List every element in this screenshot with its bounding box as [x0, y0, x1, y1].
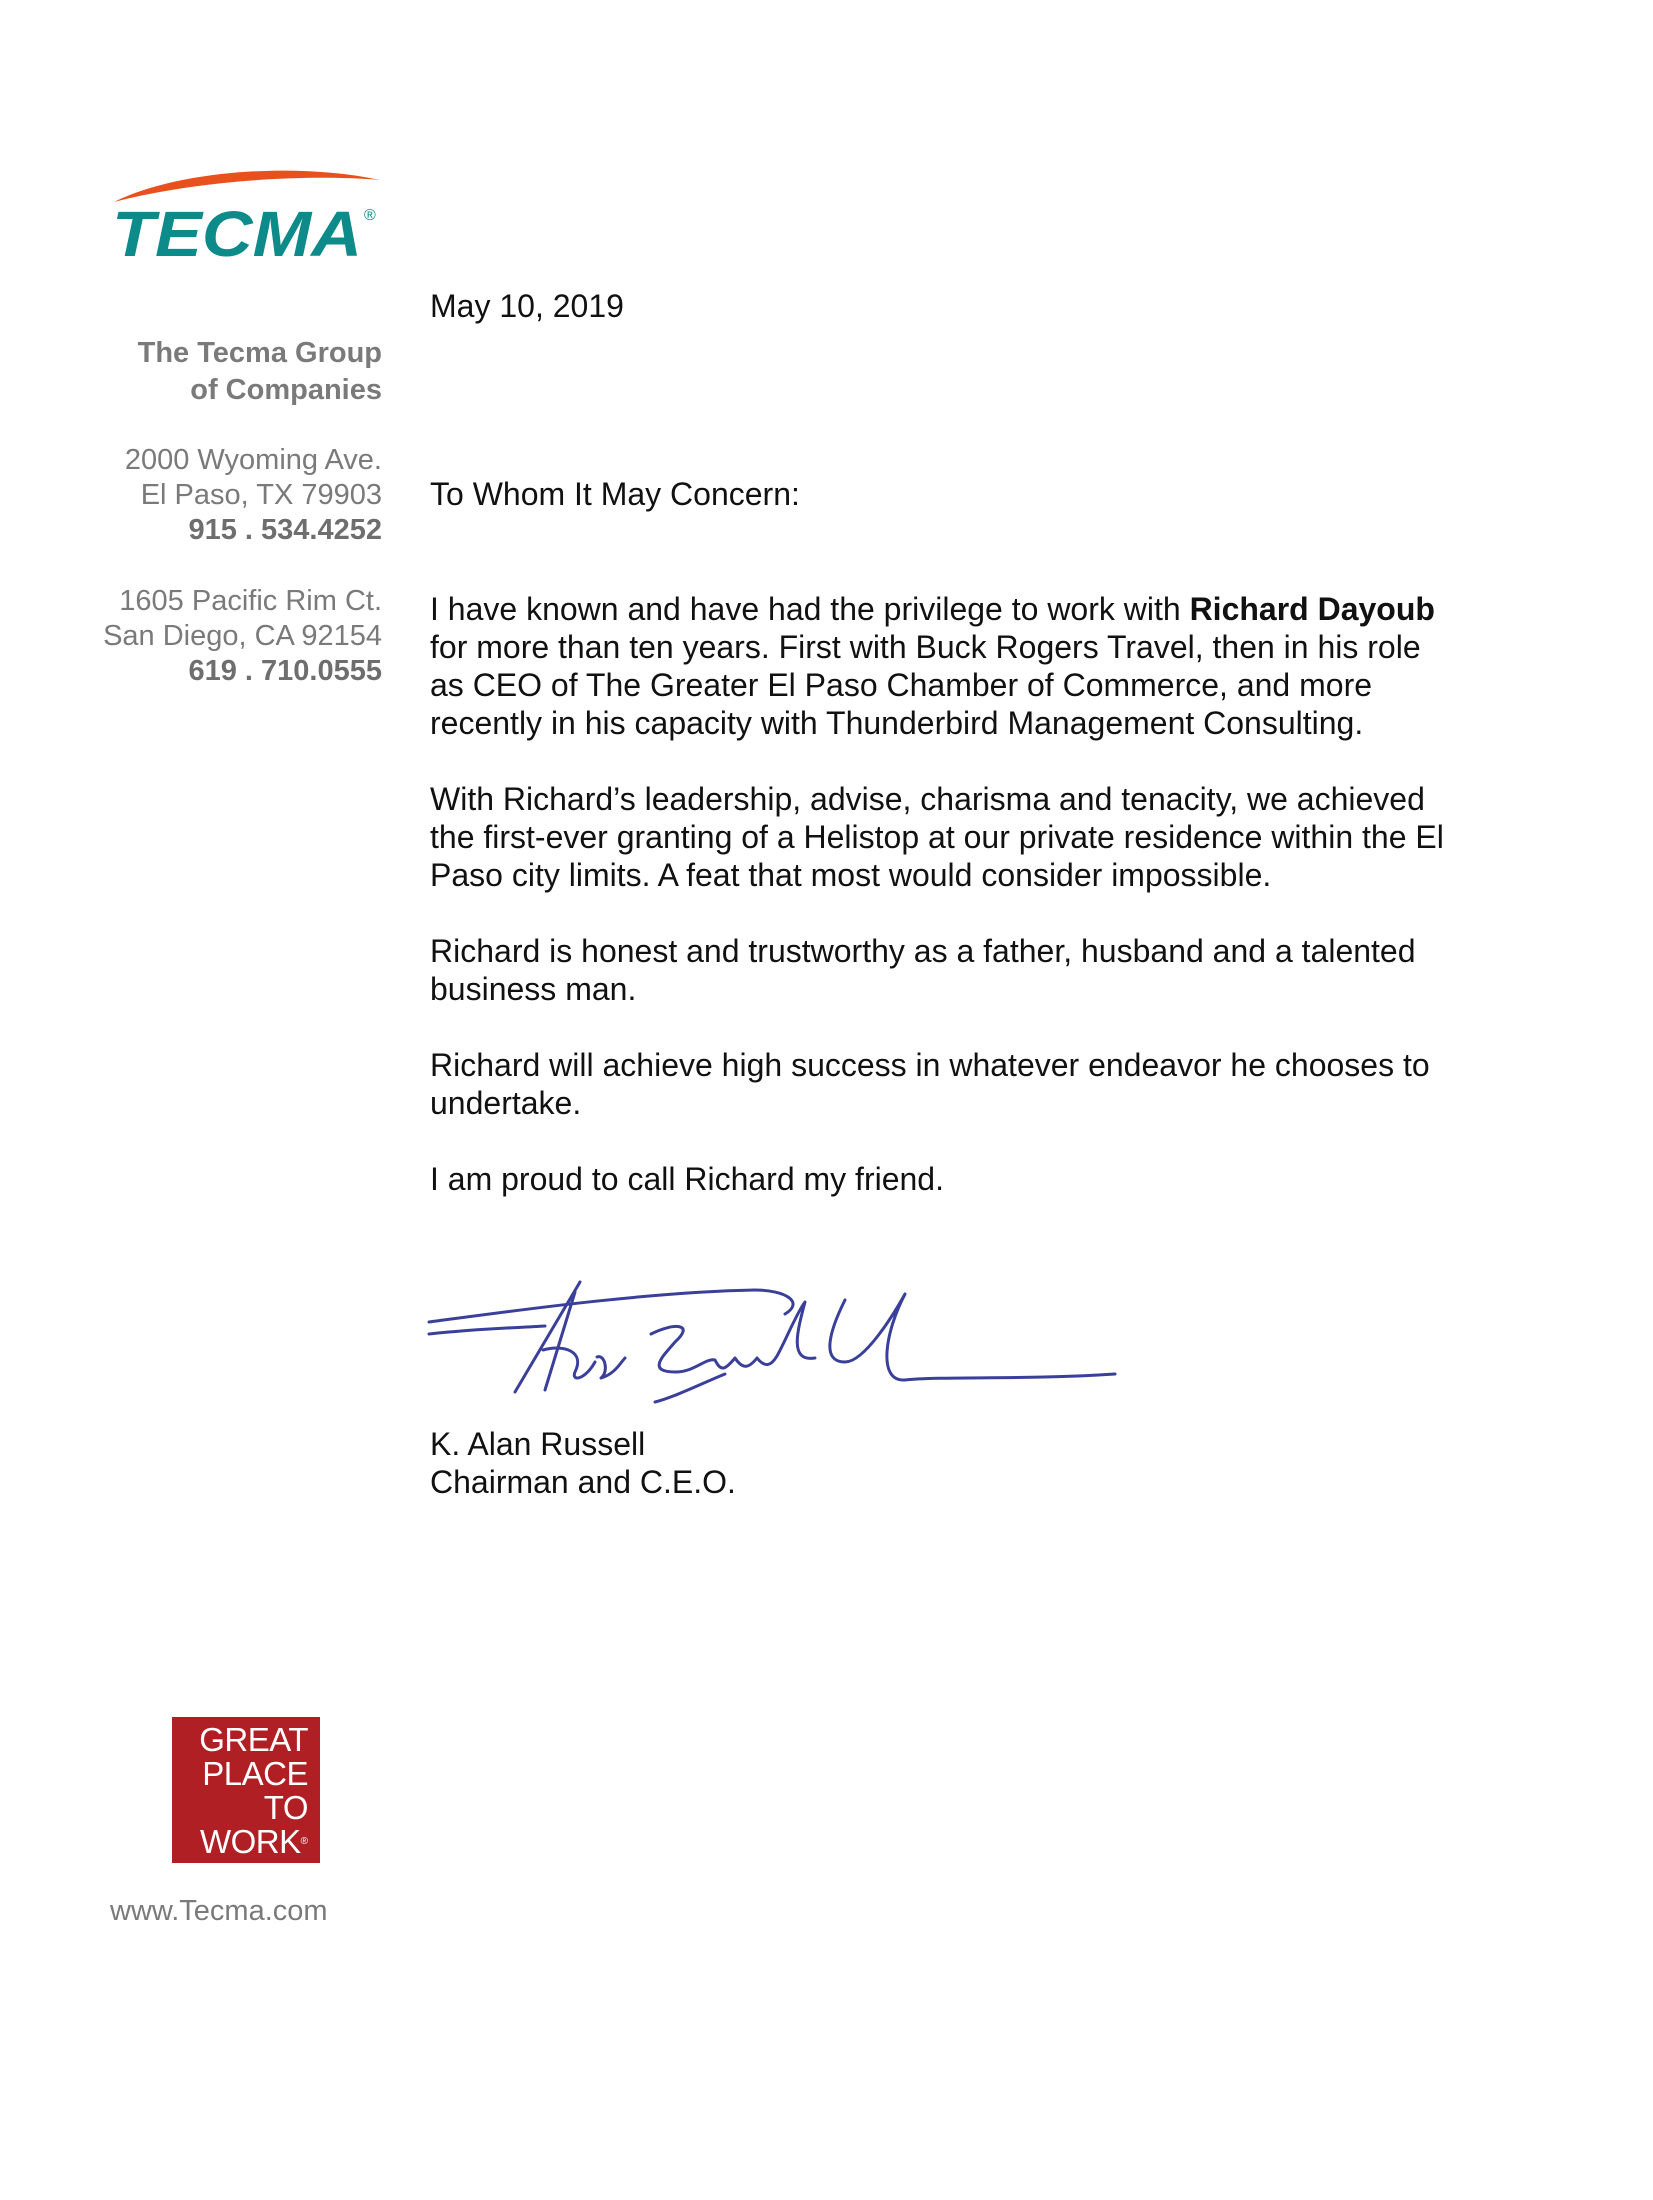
handwritten-signature	[425, 1262, 1125, 1427]
company-line-2: of Companies	[190, 374, 382, 406]
logo-registered-mark: ®	[364, 207, 376, 224]
el-paso-address	[40, 443, 382, 548]
paragraph-3	[430, 932, 1490, 1008]
badge-line-2: PLACE	[202, 1755, 308, 1792]
paragraph-1-line-4: recently in his capacity with Thunderbird Management Consulting.	[430, 705, 1364, 741]
subject-name: Richard Dayoub	[1189, 591, 1435, 627]
logo-wordmark: TECMA	[112, 198, 362, 266]
san-diego-address	[40, 584, 382, 689]
company-name	[40, 335, 382, 409]
paragraph-3-line-1: Richard is honest and trustworthy as a father, husband and a talented	[430, 933, 1416, 969]
paragraph-4-line-2: undertake.	[430, 1085, 582, 1121]
signer-title: Chairman and C.E.O.	[430, 1464, 736, 1500]
letter-date: May 10, 2019	[430, 288, 624, 324]
company-line-1: The Tecma Group	[137, 337, 382, 369]
paragraph-4	[430, 1046, 1490, 1122]
paragraph-2-line-2: the first-ever granting of a Helistop at our private residence within the El	[430, 819, 1444, 855]
san-diego-street: 1605 Pacific Rim Ct.	[119, 585, 382, 617]
paragraph-1-line-1	[430, 590, 1490, 628]
san-diego-phone: 619 . 710.0555	[188, 655, 382, 687]
paragraph-2-line-1: With Richard’s leadership, advise, charisma and tenacity, we achieved	[430, 781, 1425, 817]
signer-name: K. Alan Russell	[430, 1426, 646, 1462]
paragraph-3-line-2: business man.	[430, 971, 637, 1007]
badge-line-4	[172, 1825, 308, 1859]
badge-line-4-text: WORK	[199, 1823, 301, 1860]
paragraph-4-line-1: Richard will achieve high success in whatever endeavor he chooses to	[430, 1047, 1430, 1083]
company-website[interactable]: www.Tecma.com	[110, 1895, 328, 1927]
paragraph-1-line-2: for more than ten years. First with Buck Rogers Travel, then in his role	[430, 629, 1421, 665]
badge-line-1: GREAT	[199, 1721, 308, 1758]
paragraph-1-line-3: as CEO of The Greater El Paso Chamber of Commerce, and more	[430, 667, 1373, 703]
paragraph-2-line-3: Paso city limits. A feat that most would consider impossible.	[430, 857, 1272, 893]
signature-block	[430, 1425, 1490, 1501]
great-place-to-work-badge	[172, 1717, 320, 1863]
letter-salutation: To Whom It May Concern:	[430, 476, 800, 512]
san-diego-city: San Diego, CA 92154	[103, 620, 382, 652]
paragraph-5: I am proud to call Richard my friend.	[430, 1161, 944, 1197]
tecma-logo	[108, 166, 388, 266]
paragraph-1	[430, 590, 1490, 742]
paragraph-1-intro: I have known and have had the privilege to work with	[430, 591, 1190, 627]
badge-registered-mark: ®	[300, 1836, 308, 1847]
el-paso-phone: 915 . 534.4252	[188, 514, 382, 546]
badge-line-3: TO	[263, 1789, 308, 1826]
el-paso-city: El Paso, TX 79903	[140, 479, 382, 511]
paragraph-2	[430, 780, 1490, 894]
el-paso-street: 2000 Wyoming Ave.	[124, 444, 382, 476]
